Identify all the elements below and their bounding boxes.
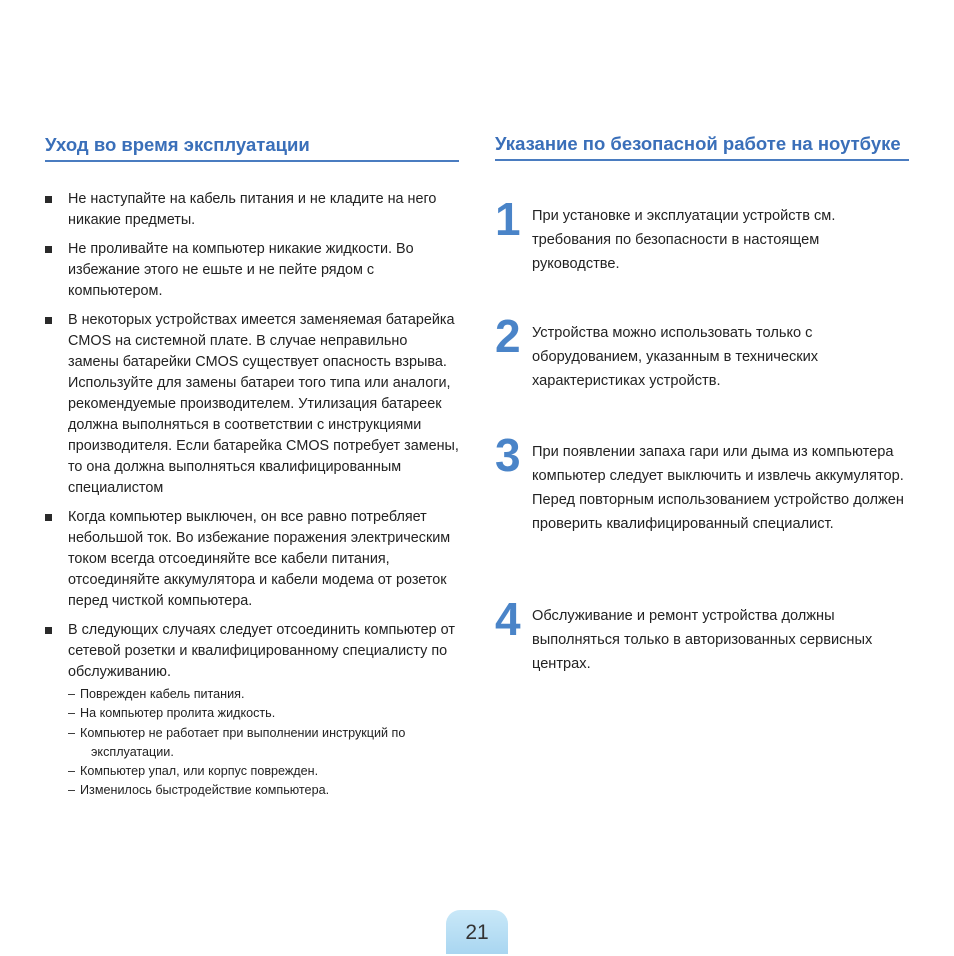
step-text: Устройства можно использовать только с оборудованием, указанным в технических характеристиках устройств. — [532, 325, 819, 389]
list-item — [45, 507, 459, 612]
sub-list-item: – Компьютер упал, или корпус поврежден. — [68, 764, 319, 779]
disconnect-cases-list — [68, 685, 459, 801]
step-text: При появлении запаха гари или дыма из компьютера компьютер следует выключить и извлечь аккумулятор. Перед повторным использованием устройство должен проверить квалифицированный специалист. — [532, 444, 904, 532]
step-number: 4 — [495, 593, 521, 645]
sub-list-item: – На компьютер пролита жидкость. — [68, 706, 276, 721]
step-2 — [495, 310, 909, 393]
left-column — [45, 132, 459, 798]
care-bullet-list — [45, 189, 459, 801]
sub-list-item: – Компьютер не работает при выполнении инструкций по эксплуатации. — [68, 725, 406, 759]
sub-list-item: – Поврежден кабель питания. — [68, 687, 245, 701]
sub-list-item: – Изменилось быстродействие компьютера. — [68, 783, 330, 798]
step-number: 2 — [495, 310, 521, 362]
list-item — [45, 310, 459, 499]
page-number: 21 — [446, 910, 508, 954]
bullet-text: Не проливайте на компьютер никакие жидкости. Во избежание этого не ешьте и не пейте рядом с компьютером. — [68, 241, 414, 299]
section-heading-safety: Указание по безопасной работе на ноутбуке — [495, 132, 909, 161]
square-bullet-icon — [45, 514, 52, 521]
bullet-text-continued: Используйте для замены батареи того типа или аналоги, рекомендуемые производителем. Утилизация батареек должна выполняться в соответствии с инструкциями производителя. Если батарейка CMOS потребует замены, то она должна выполняться квалифицированным специалистом — [68, 375, 459, 496]
step-1 — [495, 193, 909, 276]
step-text: При установке и эксплуатации устройств см. требования по безопасности в настоящем руководстве. — [532, 208, 836, 272]
step-text: Обслуживание и ремонт устройства должны выполняться только в авторизованных сервисных центрах. — [532, 608, 873, 672]
section-heading-care: Уход во время эксплуатации — [45, 132, 459, 162]
square-bullet-icon — [45, 317, 52, 324]
square-bullet-icon — [45, 246, 52, 253]
bullet-text: Не наступайте на кабель питания и не кладите на него никакие предметы. — [68, 191, 437, 228]
list-item — [45, 189, 459, 231]
bullet-text: Когда компьютер выключен, он все равно потребляет небольшой ток. Во избежание поражения электрическим током всегда отсоединяйте все кабели питания, отсоединяйте аккумулятора и кабели модема от розеток перед чисткой компьютера. — [68, 509, 451, 609]
step-number: 1 — [495, 193, 521, 245]
step-4 — [495, 593, 909, 676]
bullet-text: В следующих случаях следует отсоединить компьютер от сетевой розетки и квалифицированному специалисту по обслуживанию. — [68, 622, 455, 680]
square-bullet-icon — [45, 627, 52, 634]
list-item — [45, 620, 459, 801]
step-number: 3 — [495, 429, 521, 481]
list-item — [45, 239, 459, 302]
square-bullet-icon — [45, 196, 52, 203]
step-3 — [495, 429, 909, 536]
right-column — [495, 132, 909, 672]
bullet-text: В некоторых устройствах имеется заменяемая батарейка CMOS на системной плате. В случае неправильно замены батарейки CMOS существует опасность взрыва. — [68, 312, 455, 370]
